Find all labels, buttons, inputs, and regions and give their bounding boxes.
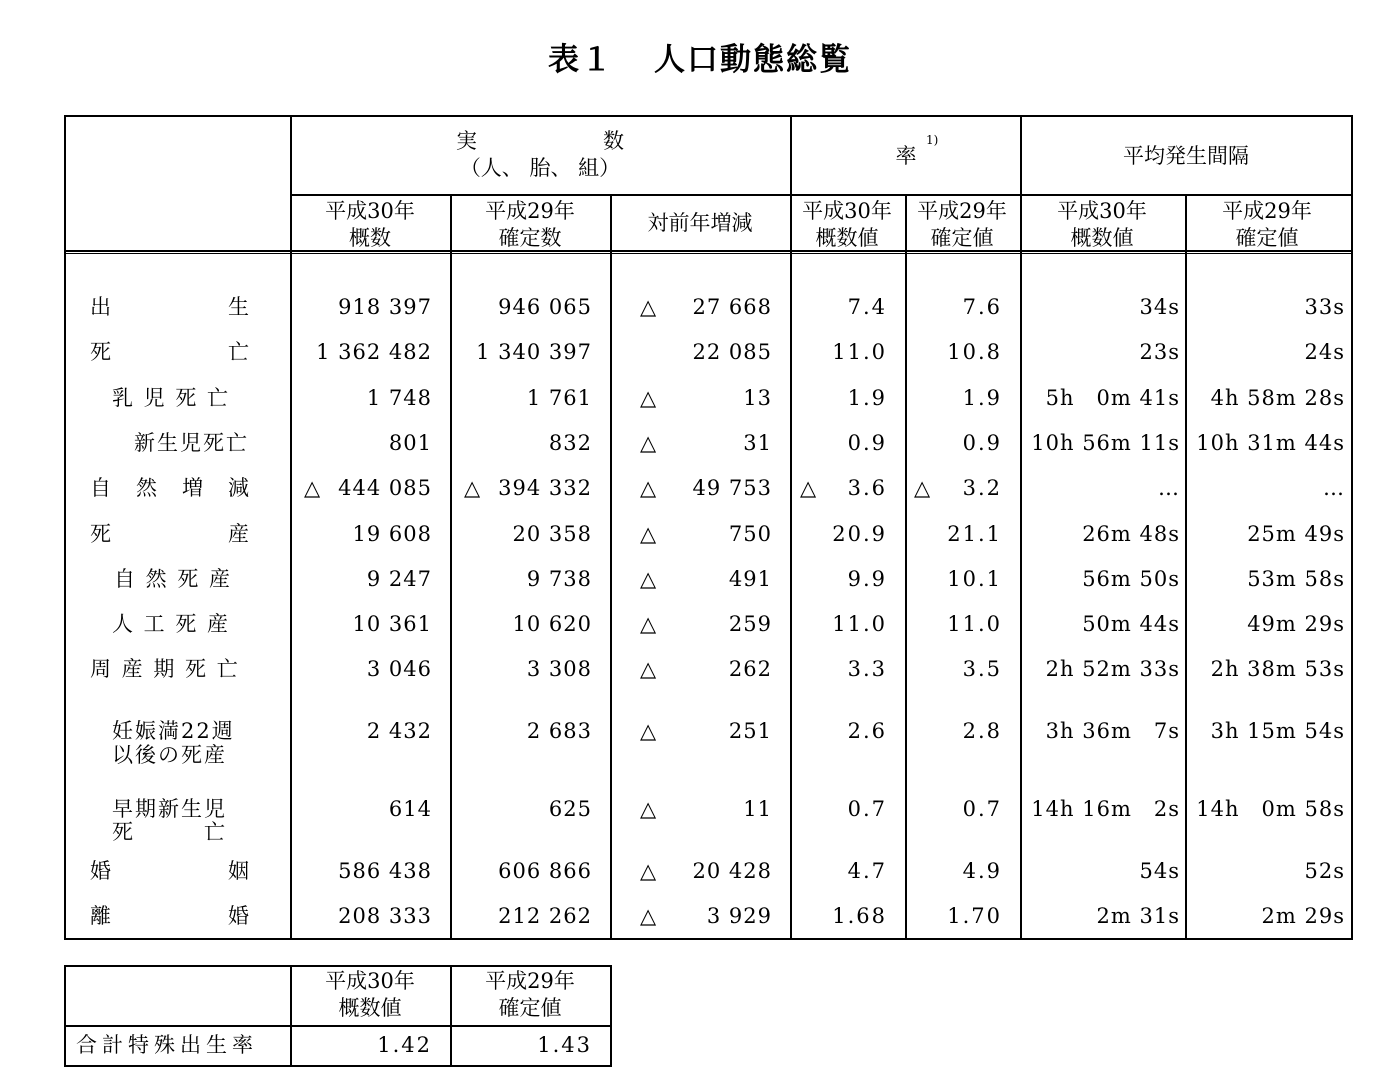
header-jissu: 実 数 （人、 胎、 組） [456, 129, 624, 180]
header-sub-7: 平成29年 確定値 [1222, 199, 1312, 250]
row-label: 乳 児 死 亡 [112, 386, 231, 410]
cell-h29-rate: 21.1 [947, 522, 1002, 546]
cell-h29-rate: 2.8 [962, 719, 1002, 743]
row-label: 死 産 [90, 522, 251, 546]
cell-h30-rate: 3.6 [847, 476, 887, 500]
cell-diff: 3 929 [706, 904, 772, 928]
cell-diff: 262 [728, 657, 772, 681]
cell-h30-interval: 34s [1139, 295, 1180, 319]
cell-h30-rate: 1.9 [847, 386, 887, 410]
cell-h29-rate: 4.9 [962, 859, 1002, 883]
cell-h30-rate: 11.0 [832, 612, 887, 636]
tfr-header-h29: 平成29年 確定値 [485, 969, 575, 1020]
tfr-border-top [64, 965, 612, 967]
cell-h30-interval: 50m 44s [1082, 612, 1180, 636]
cell-h29-rate: 10.8 [947, 340, 1002, 364]
cell-diff: 22 085 [692, 340, 772, 364]
cell-h30-rate: 0.9 [847, 431, 887, 455]
cell-h29-interval: … [1323, 476, 1345, 500]
cell-diff: 27 668 [692, 295, 772, 319]
header-sub-6: 平成30年 概数値 [1057, 199, 1147, 250]
cell-h30-count: 3 046 [366, 657, 432, 681]
cell-h29-rate: 10.1 [947, 567, 1002, 591]
row-label: 自 然 死 産 [114, 567, 233, 591]
decrease-triangle: △ [640, 476, 657, 500]
cell-h30-rate: 4.7 [847, 859, 887, 883]
cell-h29-count: 394 332 [498, 476, 592, 500]
cell-h30-count: 208 333 [338, 904, 432, 928]
cell-h29-count: 606 866 [498, 859, 592, 883]
cell-h29-count: 625 [548, 797, 592, 821]
header-ritsu-note: 1) [926, 133, 939, 147]
cell-diff: 251 [728, 719, 772, 743]
cell-h29-rate: 1.9 [962, 386, 1002, 410]
cell-diff: 750 [728, 522, 772, 546]
cell-h30-count: 9 247 [366, 567, 432, 591]
row-label: 周 産 期 死 亡 [90, 657, 240, 681]
row-label: 婚 姻 [90, 859, 251, 883]
cell-h29-interval: 2m 29s [1261, 904, 1345, 928]
cell-h30-count: 444 085 [338, 476, 432, 500]
row-label-line2: 以後の死産 [112, 743, 227, 767]
cell-h30-count: 1 362 482 [316, 340, 432, 364]
decrease-triangle: △ [640, 657, 657, 681]
tfr-label: 合計特殊出生率 [76, 1033, 258, 1057]
cell-h29-rate: 0.9 [962, 431, 1002, 455]
cell-h29-rate: 11.0 [947, 612, 1002, 636]
decrease-triangle: △ [304, 476, 321, 500]
cell-h30-rate: 7.4 [847, 295, 887, 319]
title-text: 人口動態総覧 [654, 42, 852, 78]
decrease-triangle: △ [640, 612, 657, 636]
cell-h29-count: 20 358 [512, 522, 592, 546]
cell-h29-rate: 3.2 [962, 476, 1002, 500]
cell-h29-interval: 2h 38m 53s [1210, 657, 1345, 681]
decrease-triangle: △ [640, 386, 657, 410]
cell-h30-interval: 14h 16m 2s [1031, 797, 1180, 821]
cell-h30-interval: 54s [1139, 859, 1180, 883]
title-prefix: 表１ [548, 42, 614, 78]
row-label: 新生児死亡 [134, 431, 249, 455]
cell-diff: 31 [743, 431, 772, 455]
cell-diff: 491 [728, 567, 772, 591]
cell-h29-interval: 33s [1304, 295, 1345, 319]
cell-h29-interval: 24s [1304, 340, 1345, 364]
row-label: 死 亡 [90, 340, 251, 364]
row-label: 自 然 増 減 [90, 476, 251, 500]
decrease-triangle: △ [800, 476, 817, 500]
tfr-h29-value: 1.43 [537, 1033, 592, 1057]
header-sub-3: 対前年増減 [647, 211, 753, 235]
cell-h29-interval: 14h 0m 58s [1196, 797, 1345, 821]
header-sub-1: 平成30年 概数 [325, 199, 415, 250]
cell-h29-interval: 49m 29s [1247, 612, 1345, 636]
cell-h29-count: 1 761 [526, 386, 592, 410]
cell-h30-count: 2 432 [366, 719, 432, 743]
decrease-triangle: △ [640, 719, 657, 743]
decrease-triangle: △ [640, 522, 657, 546]
cell-h30-interval: 10h 56m 11s [1031, 431, 1180, 455]
table-border-top [64, 115, 1353, 117]
cell-h29-interval: 53m 58s [1247, 567, 1345, 591]
cell-h29-rate: 3.5 [962, 657, 1002, 681]
cell-h30-interval: 56m 50s [1082, 567, 1180, 591]
cell-h30-rate: 11.0 [832, 340, 887, 364]
cell-h30-rate: 0.7 [847, 797, 887, 821]
tfr-h30-value: 1.42 [377, 1033, 432, 1057]
cell-h29-rate: 1.70 [947, 904, 1002, 928]
cell-h29-interval: 4h 58m 28s [1210, 386, 1345, 410]
cell-h29-interval: 25m 49s [1247, 522, 1345, 546]
cell-diff: 49 753 [692, 476, 772, 500]
decrease-triangle: △ [640, 295, 657, 319]
cell-h29-interval: 52s [1304, 859, 1345, 883]
cell-h30-count: 918 397 [338, 295, 432, 319]
cell-diff: 13 [743, 386, 772, 410]
cell-h30-count: 19 608 [352, 522, 432, 546]
row-label-line2: 死 亡 [112, 820, 227, 844]
cell-h29-interval: 10h 31m 44s [1196, 431, 1345, 455]
row-label: 出 生 [90, 295, 251, 319]
cell-h30-interval: 2m 31s [1096, 904, 1180, 928]
row-label: 妊娠満22週 [112, 719, 235, 743]
cell-h30-interval: 3h 36m 7s [1045, 719, 1180, 743]
decrease-triangle: △ [640, 567, 657, 591]
decrease-triangle: △ [640, 431, 657, 455]
cell-h29-count: 946 065 [498, 295, 592, 319]
header-line [290, 194, 1353, 196]
decrease-triangle: △ [464, 476, 481, 500]
cell-h29-count: 9 738 [526, 567, 592, 591]
cell-h30-interval: … [1158, 476, 1180, 500]
cell-h30-interval: 23s [1139, 340, 1180, 364]
header-sub-5: 平成29年 確定値 [917, 199, 1007, 250]
cell-h29-count: 3 308 [526, 657, 592, 681]
cell-h30-rate: 9.9 [847, 567, 887, 591]
cell-h29-rate: 7.6 [962, 295, 1002, 319]
header-sub-2: 平成29年 確定数 [485, 199, 575, 250]
cell-h30-rate: 20.9 [832, 522, 887, 546]
table-border-bottom [64, 938, 1353, 940]
cell-h30-interval: 2h 52m 33s [1045, 657, 1180, 681]
cell-h29-interval: 3h 15m 54s [1210, 719, 1345, 743]
header-interval: 平均発生間隔 [1123, 144, 1249, 168]
decrease-triangle: △ [914, 476, 931, 500]
cell-h30-count: 614 [388, 797, 432, 821]
cell-h30-count: 586 438 [338, 859, 432, 883]
header-line [64, 253, 1353, 254]
decrease-triangle: △ [640, 859, 657, 883]
cell-h29-count: 2 683 [526, 719, 592, 743]
tfr-header-line [64, 1025, 612, 1027]
cell-h29-count: 832 [548, 431, 592, 455]
cell-h29-rate: 0.7 [962, 797, 1002, 821]
cell-h29-count: 10 620 [512, 612, 592, 636]
row-label: 人 工 死 産 [112, 612, 231, 636]
page-title [0, 34, 1386, 79]
cell-h30-count: 801 [388, 431, 432, 455]
header-ritsu: 率 [895, 144, 917, 168]
cell-h30-interval: 5h 0m 41s [1045, 386, 1180, 410]
cell-h30-rate: 2.6 [847, 719, 887, 743]
tfr-border-bottom [64, 1065, 612, 1067]
decrease-triangle: △ [640, 797, 657, 821]
cell-h29-count: 1 340 397 [476, 340, 592, 364]
cell-h30-count: 1 748 [366, 386, 432, 410]
cell-diff: 11 [743, 797, 772, 821]
header-sub-4: 平成30年 概数値 [802, 199, 892, 250]
cell-h30-count: 10 361 [352, 612, 432, 636]
cell-diff: 259 [728, 612, 772, 636]
cell-h30-interval: 26m 48s [1082, 522, 1180, 546]
tfr-header-h30: 平成30年 概数値 [325, 969, 415, 1020]
cell-diff: 20 428 [692, 859, 772, 883]
row-label: 早期新生児 [112, 797, 227, 821]
decrease-triangle: △ [640, 904, 657, 928]
cell-h30-rate: 1.68 [832, 904, 887, 928]
cell-h29-count: 212 262 [498, 904, 592, 928]
row-label: 離 婚 [90, 904, 251, 928]
cell-h30-rate: 3.3 [847, 657, 887, 681]
